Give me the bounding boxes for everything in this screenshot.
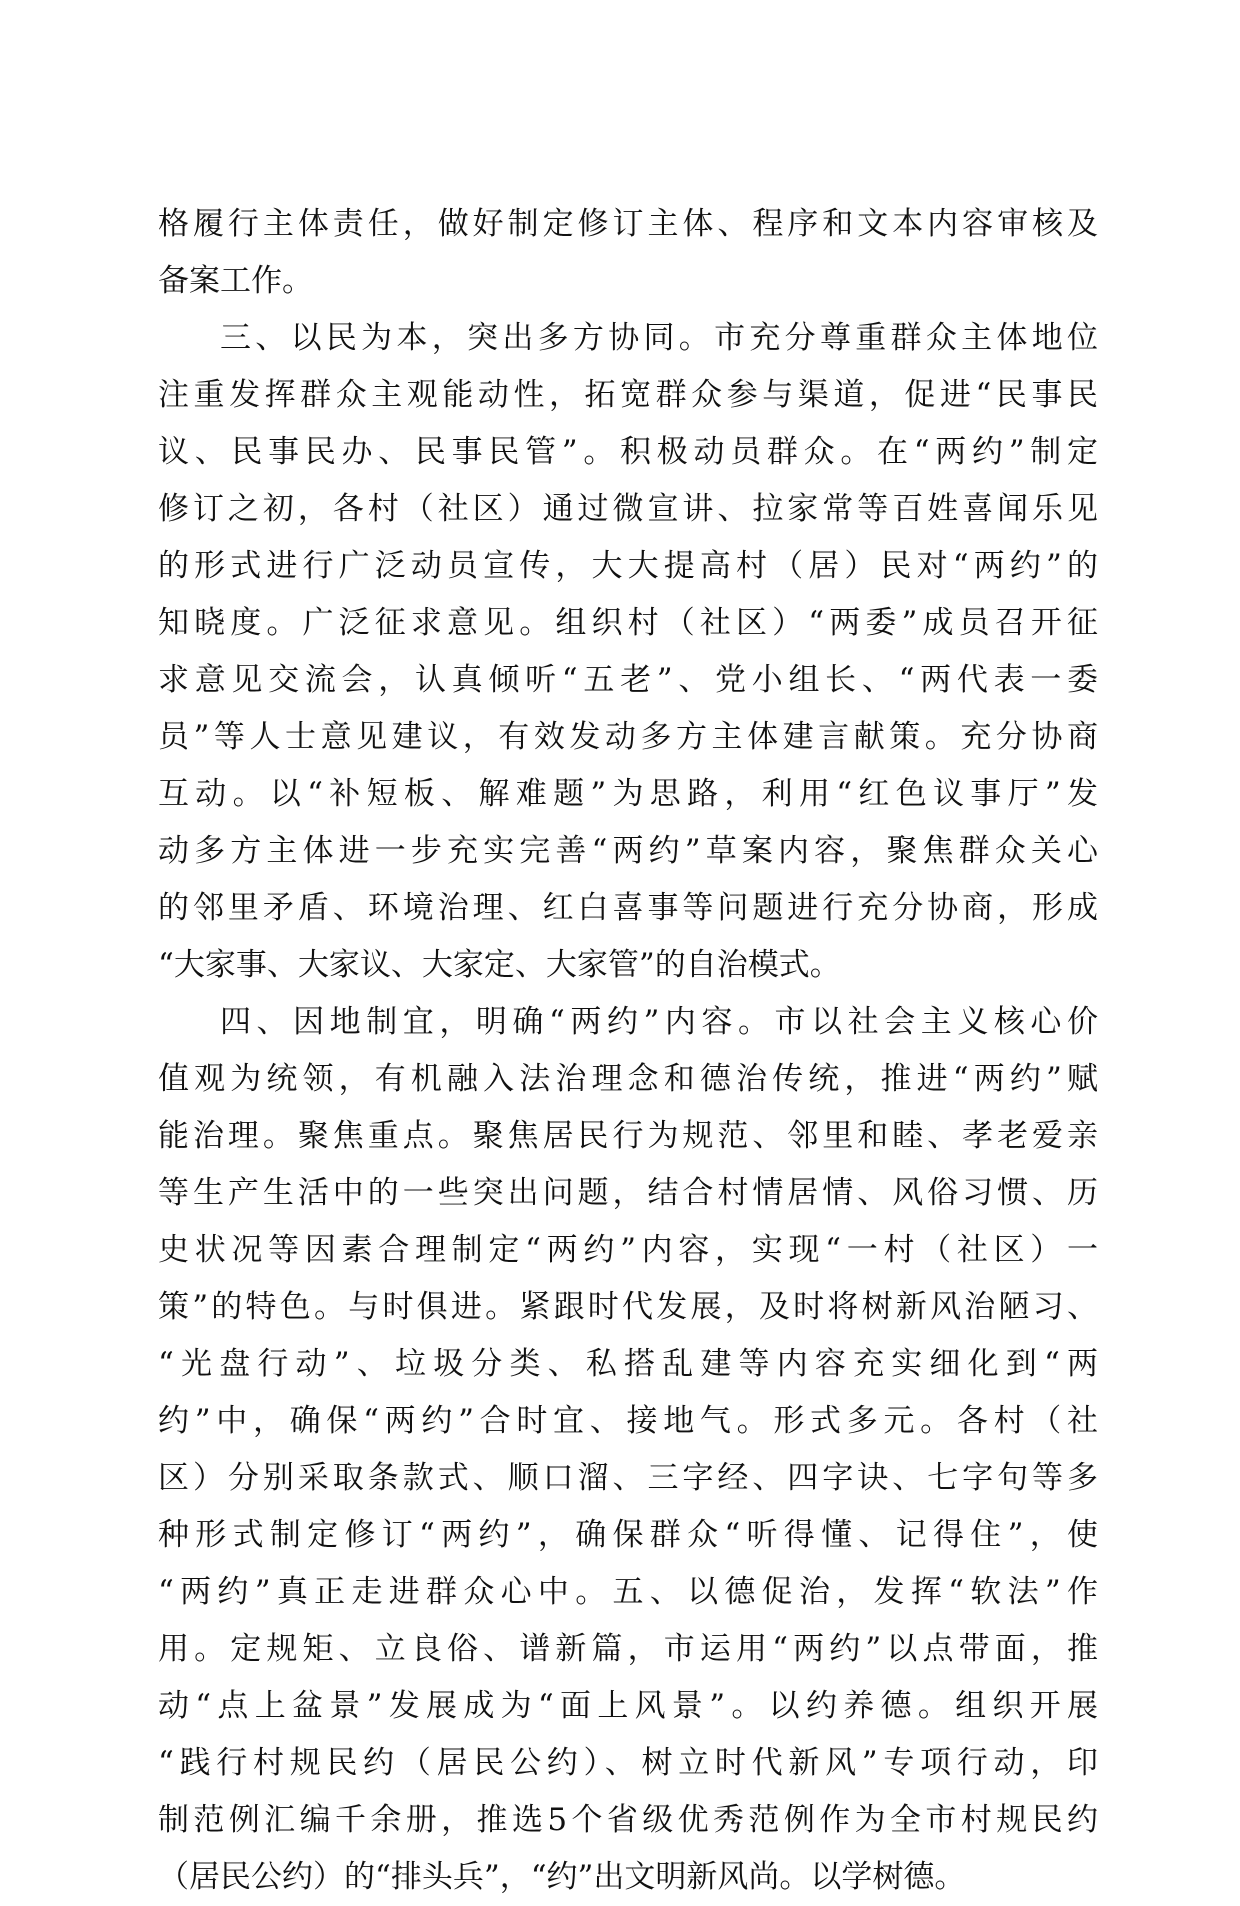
text-line: 史状况等因素合理制定“两约”内容，实现“一村（社区）一 [158,1232,1098,1268]
text-line: 员”等人士意见建议，有效发动多方主体建言献策。充分协商 [158,719,1098,755]
text-line: 策”的特色。与时俱进。紧跟时代发展，及时将树新风治陋习、 [158,1289,1098,1325]
text-line: （居民公约）的“排头兵”，“约”出文明新风尚。以学树德。 [158,1859,966,1895]
text-line: 注重发挥群众主观能动性，拓宽群众参与渠道，促进“民事民 [158,377,1098,413]
text-line: 约”中，确保“两约”合时宜、接地气。形式多元。各村（社 [158,1403,1098,1439]
text-line: 动多方主体进一步充实完善“两约”草案内容，聚焦群众关心 [158,833,1098,869]
text-line: “大家事、大家议、大家定、大家管”的自治模式。 [158,947,841,983]
text-line: 值观为统领，有机融入法治理念和德治传统，推进“两约”赋 [158,1061,1098,1097]
text-line: 格履行主体责任，做好制定修订主体、程序和文本内容审核及 [158,206,1098,242]
text-line: 知晓度。广泛征求意见。组织村（社区）“两委”成员召开征 [158,605,1098,641]
text-line: 种形式制定修订“两约”，确保群众“听得懂、记得住”，使 [158,1517,1098,1553]
text-line: “践行村规民约（居民公约）、树立时代新风”专项行动，印 [158,1745,1098,1781]
text-line: 等生产生活中的一些突出问题，结合村情居情、风俗习惯、历 [158,1175,1098,1211]
text-line: 动“点上盆景”发展成为“面上风景”。以约养德。组织开展 [158,1688,1098,1724]
body-text [158,196,1098,1906]
text-line: 制范例汇编千余册，推选5个省级优秀范例作为全市村规民约 [158,1802,1098,1838]
text-line: 区）分别采取条款式、顺口溜、三字经、四字诀、七字句等多 [158,1460,1098,1496]
text-line: “光盘行动”、垃圾分类、私搭乱建等内容充实细化到“两 [158,1346,1098,1382]
text-line: 的形式进行广泛动员宣传，大大提高村（居）民对“两约”的 [158,548,1098,584]
paragraph-start-line: 四、因地制宜，明确“两约”内容。市以社会主义核心价 [220,1004,1098,1040]
text-line: 能治理。聚焦重点。聚焦居民行为规范、邻里和睦、孝老爱亲 [158,1118,1098,1154]
paragraph-start-line: 三、以民为本，突出多方协同。市充分尊重群众主体地位 [220,320,1098,356]
text-line: 互动。以“补短板、解难题”为思路，利用“红色议事厅”发 [158,776,1098,812]
text-line: 求意见交流会，认真倾听“五老”、党小组长、“两代表一委 [158,662,1098,698]
text-line: 修订之初，各村（社区）通过微宣讲、拉家常等百姓喜闻乐见 [158,491,1098,527]
text-line: 用。定规矩、立良俗、谱新篇，市运用“两约”以点带面，推 [158,1631,1098,1667]
text-line: 议、民事民办、民事民管”。积极动员群众。在“两约”制定 [158,434,1098,470]
text-line: 备案工作。 [158,263,313,299]
text-line: “两约”真正走进群众心中。五、以德促治，发挥“软法”作 [158,1574,1098,1610]
text-line: 的邻里矛盾、环境治理、红白喜事等问题进行充分协商，形成 [158,890,1098,926]
